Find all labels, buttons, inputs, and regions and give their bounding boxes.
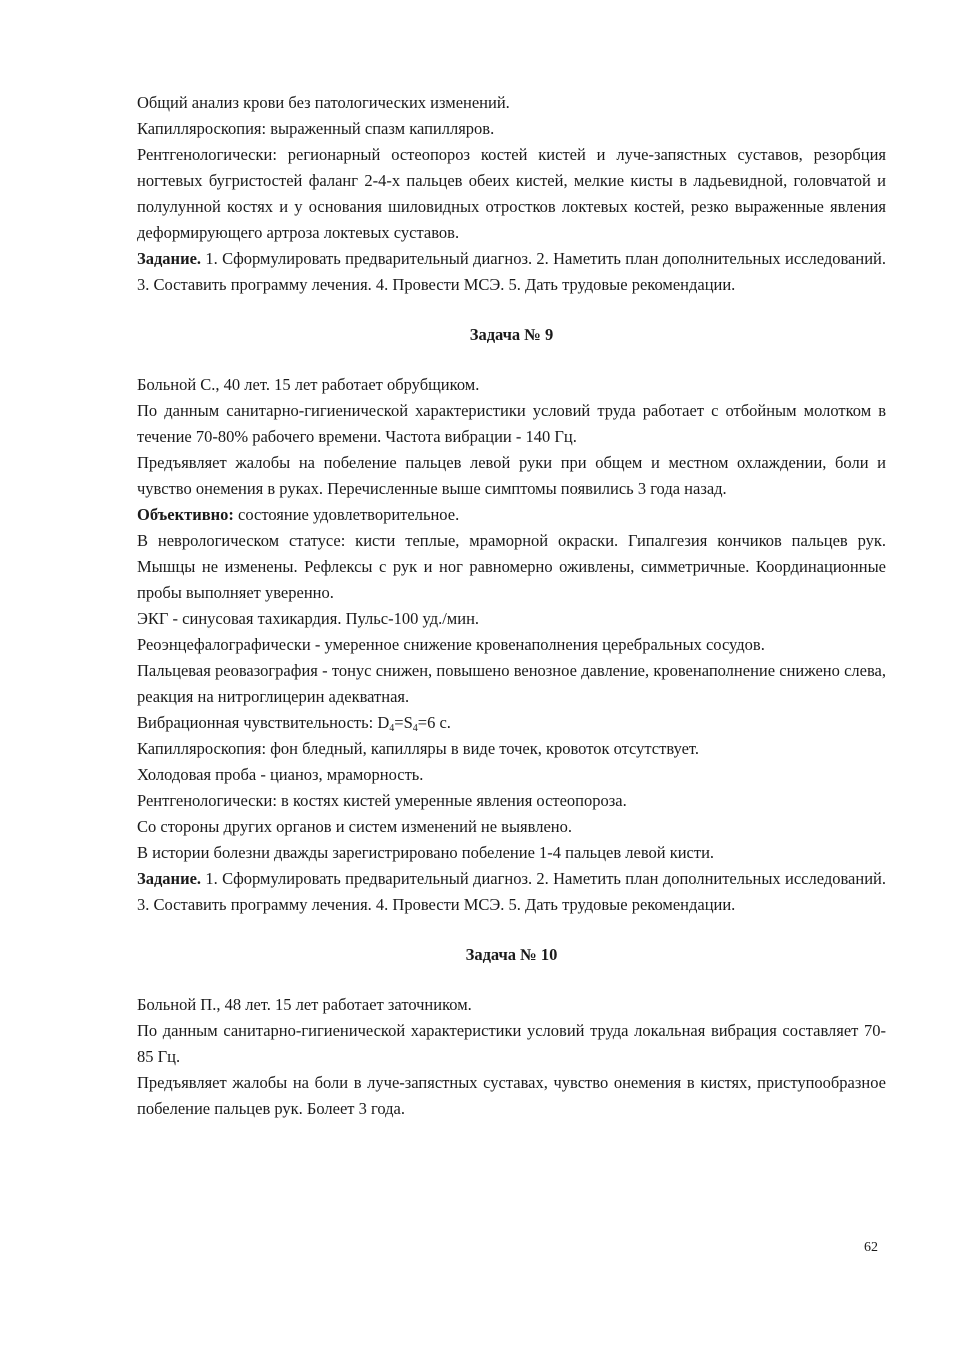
paragraph: Больной С., 40 лет. 15 лет работает обрубщиком. [137,375,480,394]
paragraph: Реоэнцефалографически - умеренное снижение кровенаполнения церебральных сосудов. [137,635,765,654]
paragraph: Предъявляет жалобы на боли в луче-запястных суставах, чувство онемения в кистях, приступообразное побеление пальцев рук. Болеет 3 года. [137,1073,886,1118]
paragraph: Капилляроскопия: фон бледный, капилляры в виде точек, кровоток отсутствует. [137,739,700,758]
vib-mid: =S [394,713,413,732]
task-paragraph [137,866,886,918]
task-paragraph [137,246,886,298]
objective-text: состояние удовлетворительное. [238,505,460,524]
objective-paragraph [137,502,886,528]
vib-sub-2: 4 [412,723,418,734]
task-10-heading: Задача № 10 [465,945,558,964]
paragraph: Рентгенологически: регионарный остеопороз костей кистей и луче-запястных суставов, резорбция ногтевых бугристостей фаланг 2-4-х пальцев обеих кистей, мелкие кисты в ладьевидной, головчатой и полулунной костях и у основания шиловидных отростков локтевых костей, резко выраженные явления деформирующего артроза локтевых суставов. [137,145,886,242]
task-9-heading: Задача № 9 [469,325,554,344]
page-number: 62 [864,1240,878,1255]
vib-suffix: =6 с. [417,713,451,732]
paragraph: Рентгенологически: в костях кистей умеренные явления остеопороза. [137,791,627,810]
paragraph: Пальцевая реовазография - тонус снижен, повышено венозное давление, кровенаполнение снижено слева, реакция на нитроглицерин адекватная. [137,661,886,706]
paragraph: Общий анализ крови без патологических изменений. [137,93,510,112]
objective-label: Объективно: [137,505,234,524]
paragraph: Предъявляет жалобы на побеление пальцев левой руки при общем и местном охлаждении, боли и чувство онемения в руках. Перечисленные выше симптомы появились 3 года назад. [137,453,886,498]
vibration-paragraph [137,710,886,736]
task-text: 1. Сформулировать предварительный диагноз. 2. Наметить план дополнительных исследований. 3. Составить программу лечения. 4. Провести МСЭ. 5. Дать трудовые рекомендации. [137,869,886,914]
paragraph: Холодовая проба - цианоз, мраморность. [137,765,424,784]
paragraph: В неврологическом статусе: кисти теплые, мраморной окраски. Гипалгезия кончиков пальцев рук. Мышцы не изменены. Рефлексы с рук и ног равномерно оживлены, симметричные. Координационные пробы выполняет уверенно. [137,531,886,602]
task-label: Задание. [137,869,202,888]
paragraph: ЭКГ - синусовая тахикардия. Пульс-100 уд./мин. [137,609,480,628]
paragraph: Капилляроскопия: выраженный спазм капилляров. [137,119,495,138]
paragraph: Со стороны других органов и систем изменений не выявлено. [137,817,572,836]
paragraph: По данным санитарно-гигиенической характеристики условий труда локальная вибрация составляет 70-85 Гц. [137,1021,886,1066]
vib-sub-1: 4 [389,723,395,734]
paragraph: Больной П., 48 лет. 15 лет работает заточником. [137,995,472,1014]
paragraph: По данным санитарно-гигиенической характеристики условий труда работает с отбойным молотком в течение 70-80% рабочего времени. Частота вибрации - 140 Гц. [137,401,886,446]
task-label: Задание. [137,249,202,268]
paragraph: В истории болезни дважды зарегистрировано побеление 1-4 пальцев левой кисти. [137,843,715,862]
task-text: 1. Сформулировать предварительный диагноз. 2. Наметить план дополнительных исследований. 3. Составить программу лечения. 4. Провести МСЭ. 5. Дать трудовые рекомендации. [137,249,886,294]
vib-prefix: Вибрационная чувствительность: D [137,713,390,732]
page-body [137,90,886,1122]
